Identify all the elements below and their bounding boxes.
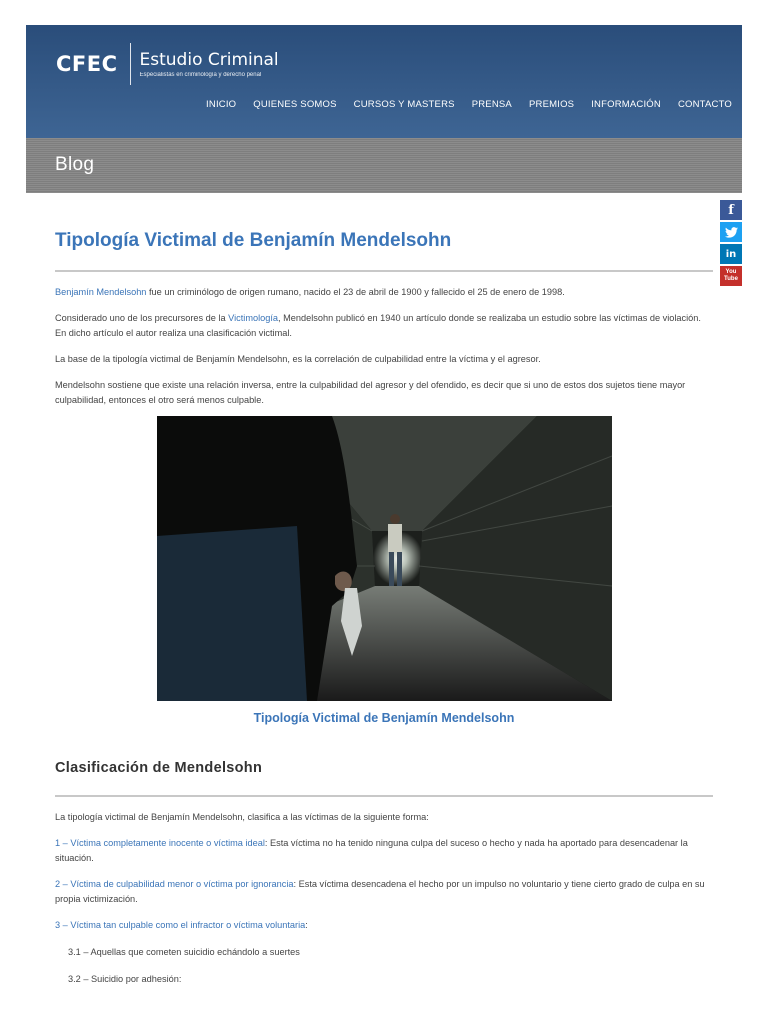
logo-divider bbox=[130, 43, 131, 85]
nav-quienes-somos[interactable]: QUIENES SOMOS bbox=[253, 99, 337, 110]
section-divider bbox=[55, 795, 713, 797]
list-item-2 bbox=[55, 877, 713, 907]
paragraph-precursor bbox=[55, 311, 713, 341]
sub-item-3-2: 3.2 – Suicidio por adhesión: bbox=[68, 974, 182, 984]
link-victimologia[interactable]: Victimología bbox=[228, 313, 279, 323]
list-item-2-text: : Esta víctima desencadena el hecho por un impulso no voluntario y tiene cierto grado de culpa en su propia victimización. bbox=[55, 879, 705, 904]
post-image[interactable] bbox=[157, 416, 612, 701]
link-benjamin-mendelsohn[interactable]: Benjamín Mendelsohn bbox=[55, 287, 147, 297]
tunnel-photo bbox=[157, 416, 612, 701]
logo-title: Estudio Criminal bbox=[139, 50, 279, 70]
main-nav bbox=[189, 99, 732, 110]
image-caption: Tipología Victimal de Benjamín Mendelsohn bbox=[253, 711, 515, 725]
section-title: Clasificación de Mendelsohn bbox=[55, 760, 263, 776]
paragraph-base: La base de la tipología victimal de Benjamín Mendelsohn, es la correlación de culpabilidad entre la víctima y el agresor. bbox=[55, 354, 541, 364]
nav-prensa[interactable]: PRENSA bbox=[471, 99, 512, 110]
page-title: Blog bbox=[55, 154, 95, 175]
list-item-1 bbox=[55, 836, 713, 866]
paragraph-precursor-a: Considerado uno de los precursores de la bbox=[55, 313, 229, 323]
social-share-bar bbox=[720, 200, 742, 288]
sub-item-3-1: 3.1 – Aquellas que cometen suicidio echándolo a suertes bbox=[68, 947, 300, 957]
logo-text bbox=[140, 50, 279, 78]
youtube-label-top: You bbox=[725, 269, 737, 275]
facebook-icon[interactable]: f bbox=[720, 200, 742, 220]
link-victima-voluntaria[interactable]: 3 – Víctima tan culpable como el infractor o víctima voluntaria bbox=[55, 920, 306, 930]
list-item-3 bbox=[55, 918, 713, 933]
paragraph-relation: Mendelsohn sostiene que existe una relación inversa, entre la culpabilidad del agresor y del ofendido, es decir que si uno de estos dos sujetos tiene mayor culpabilidad, entonces el otro será menos culpable. bbox=[55, 380, 686, 405]
link-victima-ideal[interactable]: 1 – Víctima completamente inocente o víctima ideal bbox=[55, 838, 265, 848]
logo-mark: CFEC bbox=[56, 52, 118, 76]
nav-inicio[interactable]: INICIO bbox=[206, 99, 237, 110]
paragraph-precursor-b: , Mendelsohn publicó en 1940 un artículo donde se realizaba un estudio sobre las víctimas de violación. En dicho artículo el autor realiza una clasificación victimal. bbox=[55, 313, 701, 338]
linkedin-icon[interactable]: in bbox=[720, 244, 742, 264]
title-divider bbox=[55, 270, 713, 272]
link-victima-ignorancia[interactable]: 2 – Víctima de culpabilidad menor o víctima por ignorancia bbox=[55, 879, 294, 889]
site-logo[interactable] bbox=[56, 39, 279, 89]
nav-premios[interactable]: PREMIOS bbox=[528, 99, 575, 110]
youtube-icon[interactable] bbox=[720, 266, 742, 286]
twitter-bird-icon bbox=[725, 227, 738, 238]
paragraph-intro bbox=[55, 285, 713, 300]
classification-section bbox=[55, 760, 713, 987]
youtube-label-bottom: Tube bbox=[724, 276, 738, 282]
paragraph-intro-text: fue un criminólogo de origen rumano, nacido el 23 de abril de 1900 y fallecido el 25 de enero de 1998. bbox=[146, 287, 565, 297]
twitter-icon[interactable] bbox=[720, 222, 742, 242]
nav-cursos-y-masters[interactable]: CURSOS Y MASTERS bbox=[353, 99, 455, 110]
section-intro: La tipología victimal de Benjamín Mendelsohn, clasifica a las víctimas de la siguiente forma: bbox=[55, 812, 429, 822]
logo-tagline: Especialistas en criminología y derecho penal bbox=[139, 72, 262, 78]
site-header bbox=[26, 25, 742, 138]
nav-contacto[interactable]: CONTACTO bbox=[677, 99, 732, 110]
post-content bbox=[55, 230, 713, 408]
post-title: Tipología Victimal de Benjamín Mendelsohn bbox=[55, 230, 452, 251]
nav-informacion[interactable]: INFORMACIÓN bbox=[591, 99, 661, 110]
page-title-band bbox=[26, 138, 742, 193]
list-item-1-text: : Esta víctima no ha tenido ninguna culpa del suceso o hecho y nada ha aportado para desencadenar la situación. bbox=[55, 838, 688, 863]
list-item-3-text: : bbox=[305, 920, 308, 930]
